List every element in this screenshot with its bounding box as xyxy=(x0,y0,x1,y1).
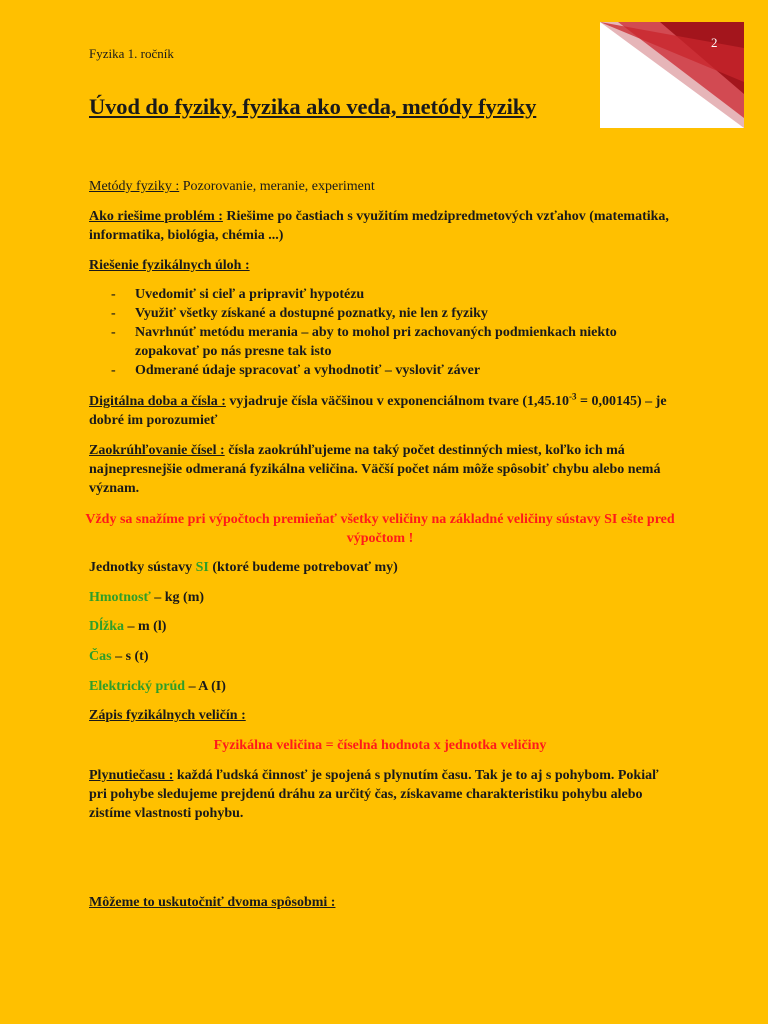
unit-name: Hmotnosť xyxy=(89,590,151,605)
rounding-text: čísla zaokrúhľujeme na taký počet destinných miest, koľko ich má najnepresnejšie odmeraná fyzikálna veličina. Väčší počet nám môže spôsobiť chybu alebo nemá význam. xyxy=(89,443,661,496)
digital-text-after: = 0,00145) – je dobré im porozumieť xyxy=(89,394,667,428)
solving-tasks-heading xyxy=(89,256,669,275)
rounding-label: Zaokrúhľovanie čísel : xyxy=(89,443,225,458)
notation-formula: Fyzikálna veličina = číselná hodnota x jednotka veličiny xyxy=(213,738,547,753)
page-number: 2 xyxy=(711,35,718,50)
solving-tasks-label: Riešenie fyzikálnych úloh : xyxy=(89,258,250,273)
unit-row xyxy=(89,588,669,607)
problem-solving-label: Ako riešime problém : xyxy=(89,209,223,224)
digital-paragraph xyxy=(89,392,669,430)
methods-label: Metódy fyziky : xyxy=(89,179,180,194)
digital-text-before: vyjadruje čísla väčšinou v exponenciálnom tvare (1,45.10 xyxy=(225,394,570,409)
notation-heading xyxy=(89,706,669,725)
time-flow-label: Plynutiečasu : xyxy=(89,768,174,783)
digital-label: Digitálna doba a čísla : xyxy=(89,394,226,409)
rounding-paragraph xyxy=(89,441,669,498)
time-flow-paragraph xyxy=(89,766,669,823)
list-item: - Navrhnúť metódu merania – aby to mohol pri zachovaných podmienkach niekto zopakovať po nás presne tak isto xyxy=(89,323,669,361)
methods-paragraph xyxy=(89,177,669,196)
unit-row xyxy=(89,647,669,666)
unit-name: Dĺžka xyxy=(89,619,124,634)
unit-name: Čas xyxy=(89,649,112,664)
unit-value: – m (l) xyxy=(124,619,167,634)
si-label: SI xyxy=(195,560,209,575)
methods-text: Pozorovanie, meranie, experiment xyxy=(179,179,375,194)
unit-value: – s (t) xyxy=(111,649,149,664)
digital-exponent: -3 xyxy=(569,391,577,402)
solving-tasks-list-wrapper xyxy=(89,285,669,380)
solving-tasks-list xyxy=(89,285,669,380)
page-title: Úvod do fyziky, fyzika ako veda, metódy fyziky xyxy=(89,94,537,119)
list-item: - Využiť všetky získané a dostupné poznatky, nie len z fyziky xyxy=(89,304,669,323)
two-ways-heading xyxy=(89,893,669,912)
si-units-suffix: (ktoré budeme potrebovať my) xyxy=(208,560,398,575)
corner-decoration xyxy=(600,22,744,128)
si-units-prefix: Jednotky sústavy xyxy=(89,560,196,575)
time-flow-text: každá ľudská činnosť je spojená s plynutím času. Tak je to aj s pohybom. Pokiaľ pri pohybe sledujeme prejdenú dráhu za určitý čas, získavame charakteristiku pohybu alebo zistíme vlastnosti pohybu. xyxy=(89,768,659,821)
course-header: Fyzika 1. ročník xyxy=(89,46,174,61)
list-item: - Odmerané údaje spracovať a vyhodnotiť – vysloviť záver xyxy=(89,361,669,380)
problem-solving-text: Riešime po častiach s využitím medzipredmetových vzťahov (matematika, informatika, biológia, chémia ...) xyxy=(89,209,669,243)
corner-triangles-graphic xyxy=(600,22,744,128)
unit-row xyxy=(89,617,669,636)
si-note: Vždy sa snažíme pri výpočtoch premieňať všetky veličiny na základné veličiny sústavy SI ešte pred výpočtom ! xyxy=(85,512,675,546)
unit-row xyxy=(89,677,669,696)
unit-value: – A (I) xyxy=(185,679,226,694)
notation-label: Zápis fyzikálnych veličín : xyxy=(89,708,246,723)
si-units-line xyxy=(89,558,669,577)
list-item: - Uvedomiť si cieľ a pripraviť hypotézu xyxy=(89,285,669,304)
problem-solving-paragraph xyxy=(89,207,669,245)
unit-value: – kg (m) xyxy=(150,590,205,605)
unit-name: Elektrický prúd xyxy=(89,679,186,694)
two-ways-label: Môžeme to uskutočniť dvoma spôsobmi : xyxy=(89,895,336,910)
